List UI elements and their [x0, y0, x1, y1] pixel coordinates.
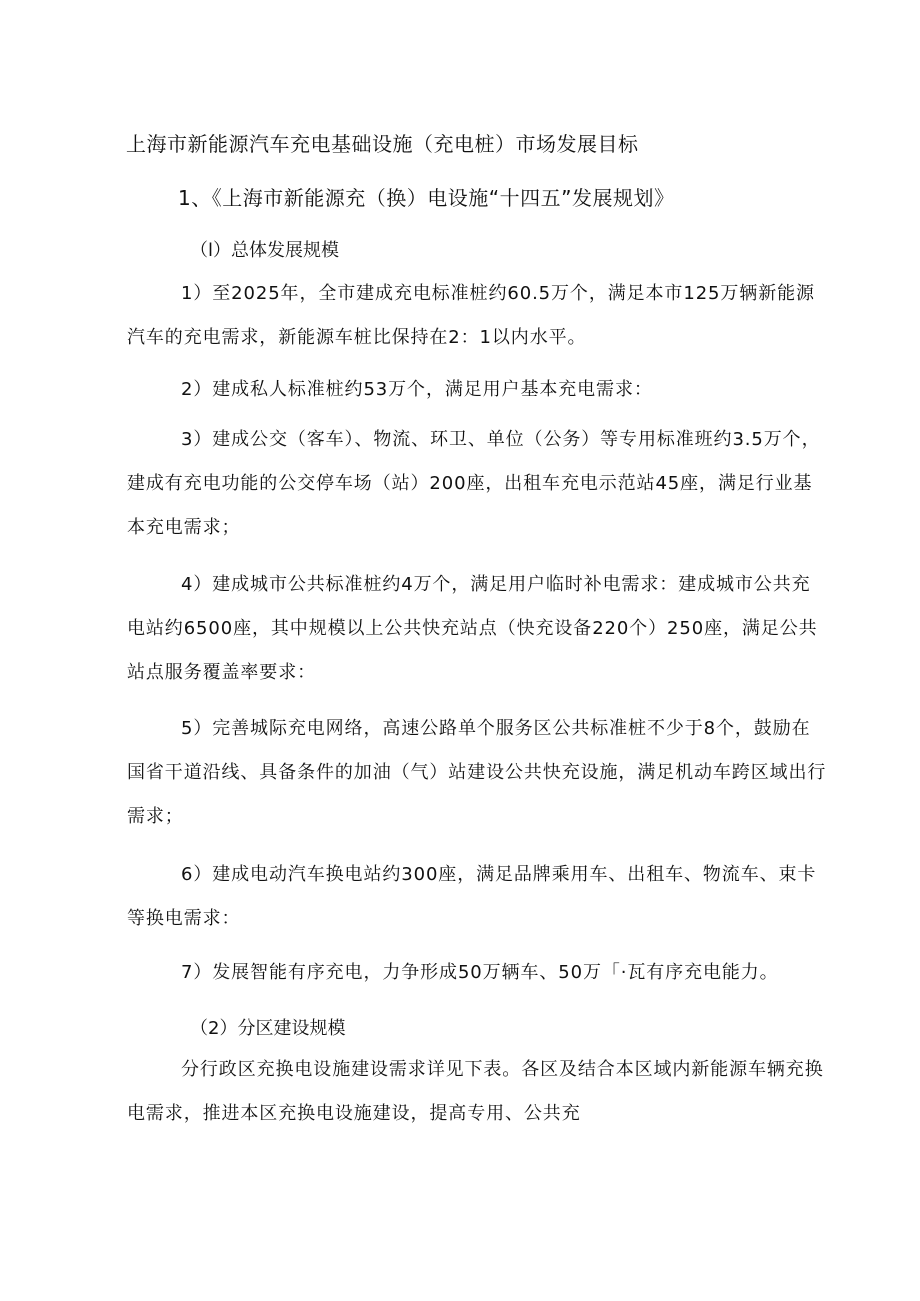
- subsection-heading-district-scale: （2）分区建设规模: [190, 1018, 346, 1039]
- subsection-heading-overall-scale: （l）总体发展规模: [190, 240, 340, 261]
- paragraph-item-6: 6）建成电动汽车换电站约300座，满足品牌乘用车、出租车、物流车、束卡等换电需求：: [127, 864, 817, 929]
- document-title: 上海市新能源汽车充电基础设施（充电桩）市场发展目标: [126, 132, 639, 156]
- paragraph-item-1: 1）至2025年，全市建成充电标准桩约60.5万个，满足本市125万辆新能源汽车的充电需求，新能源车桩比保持在2：1以内水平。: [127, 283, 815, 348]
- paragraph-closing: 分行政区充换电设施建设需求详见下表。各区及结合本区域内新能源车辆充换电需求，推进本区充换电设施建设，提高专用、公共充: [127, 1059, 824, 1124]
- paragraph-item-4: 4）建成城市公共标准桩约4万个，满足用户临时补电需求：建成城市公共充电站约6500座，其中规模以上公共快充站点（快充设备220个）250座，满足公共站点服务覆盖率要求：: [127, 574, 818, 683]
- paragraph-item-7: 7）发展智能有序充电，力争形成50万辆车、50万「·瓦有序充电能力。: [181, 962, 779, 983]
- paragraph-item-2: 2）建成私人标准桩约53万个，满足用户基本充电需求：: [181, 379, 653, 400]
- paragraph-item-5: 5）完善城际充电网络，高速公路单个服务区公共标准桩不少于8个，鼓励在国省干道沿线、具备条件的加油（气）站建设公共快充设施，满足机动车跨区域出行需求；: [127, 718, 827, 827]
- paragraph-item-3: 3）建成公交（客车）、物流、环卫、单位（公务）等专用标准班约3.5万个，建成有充电功能的公交停车场（站）200座，出租车充电示范站45座，满足行业基本充电需求；: [127, 429, 821, 538]
- section-title: 1、《上海市新能源充（换）电设施“十四五”发展规划》: [178, 186, 675, 210]
